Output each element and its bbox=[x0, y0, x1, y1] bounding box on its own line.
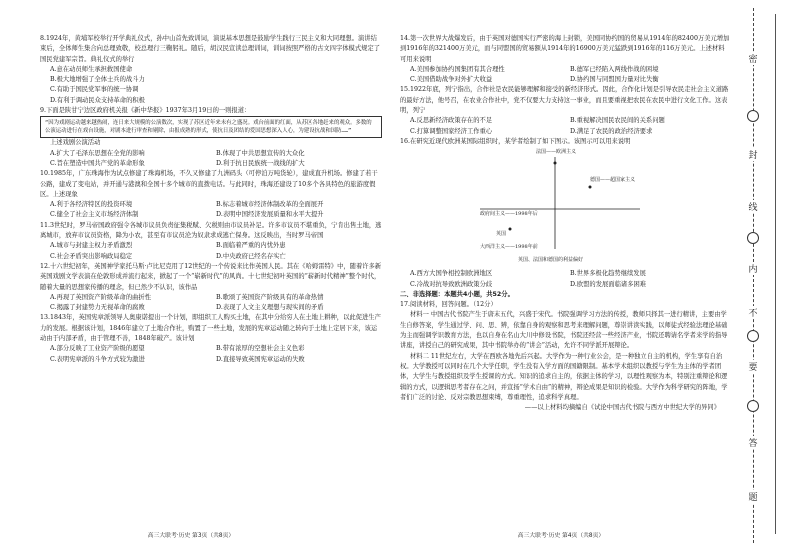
seal-line bbox=[753, 8, 754, 543]
option-a: A.意在动员师生承担救国使命 bbox=[50, 65, 133, 73]
question-stem: 15.1922年底，列宁指出，合作社是农民能够理解和接受的新经济形式。因此，合作化计划是引导农民走社会主义道路的最好方法，他号召，在农业合作社中，党不仅要大力支持这一事业，而且要重视把农民在农民中进行文化工作。这表明，列宁 bbox=[400, 86, 729, 115]
option-d: D.有利于调动民众支持革命的积极 bbox=[50, 96, 145, 104]
option-d: D.利于抗日民族统一战线的扩大 bbox=[216, 159, 305, 167]
option-a: A.再现了英国资产阶级革命的曲折性 bbox=[50, 293, 152, 301]
label-britain: 英国 bbox=[496, 231, 507, 238]
option-d: D.表现了人文主义理想与现实间的矛盾 bbox=[216, 304, 324, 312]
question-17 bbox=[400, 300, 730, 413]
material-1: 材料一 中国古代书院产生于唐末五代，兴盛于宋代。书院强调学习方法的传授，教师只择其一进行精讲，主要由学生自修答案，学生通过学、问、思、辨，依靠自身的观察和思考来理解问题，尊崇讲读实践，以师徒式经验法理论基础为主而强调学识教育方法，也以自身在名山大川中修设书院，书院还经营一些经济产业，书院还聘请名学者来学的指导讲座，讲授自己的研究成果，其中书院举办的“讲会”活动，允许不同学派开展辩论。 bbox=[400, 311, 728, 350]
binding-strip bbox=[735, 0, 794, 551]
option-a: A.利于各经济特区的投资环境 bbox=[50, 201, 133, 209]
preference-diagram bbox=[440, 149, 680, 267]
question-lead: 上述戏剧公演活动 bbox=[50, 139, 101, 147]
question-8 bbox=[40, 34, 382, 106]
option-b: B.标志着城市经济体制改革的全面展开 bbox=[216, 201, 324, 209]
option-d: D.满足了农民的政治经济要求 bbox=[570, 127, 653, 135]
seal-mark: 题 bbox=[745, 490, 761, 503]
option-a: A.美国参加协约国集团有其合理性 bbox=[410, 65, 505, 73]
option-a: A.扩大了毛泽东思想在全党的影响 bbox=[50, 149, 145, 157]
seal-mark: 不 bbox=[745, 306, 761, 319]
section-heading: 二、非选择题：本题共4小题，共52分。 bbox=[400, 290, 514, 298]
option-c: C.打算调整国家经济工作重心 bbox=[410, 127, 493, 135]
seal-mark: 内 bbox=[745, 262, 761, 275]
france-point bbox=[554, 162, 557, 165]
option-d: D.协约国与同盟国力量对比失衡 bbox=[570, 76, 659, 84]
option-c: C.旨在塑造中国共产党的革命形象 bbox=[50, 159, 145, 167]
seal-mark: 答 bbox=[745, 436, 761, 449]
question-10 bbox=[40, 169, 382, 220]
question-stem: 11.3世纪时，罗马帝国政府强令各城市议员负责征集税赋、欠税则由市议员补足。许多市议员不堪重负，宁肯出售土地，逃离城市，放弃市议员资格，降为小农，甚至有市议员沦为奴隶求成逃亡保身。这反映出，当时罗马帝国 bbox=[40, 221, 382, 240]
binding-circle bbox=[747, 330, 759, 342]
option-a: A.部分反映了工业资产阶级的愿望 bbox=[50, 345, 145, 353]
binding-circle bbox=[747, 232, 759, 244]
question-stem: 12.十六世纪初年，英国神学家托马斯·卢比尼克用了12世纪的一个传说来比作英国人民。其在《哈姆雷特》中，随着许多新英国戏剧文学表演在伦敦形成并流行起来，掀起了一个“崭新时代”的风尚。十七世纪初叶英国的“崭新时代精神”整个时代，随着大量的思想家传播的理念，但已然少不认识，该作品 bbox=[40, 262, 382, 291]
option-b: B.带有浓厚的空想社会主义色彩 bbox=[216, 345, 305, 353]
option-b: B.体现了中共思想宣传的大众化 bbox=[216, 149, 305, 157]
diagram-axes bbox=[440, 149, 680, 267]
question-stem: 13.1843年，英国宪章派领导人奥康诺提出一个计划，即组织工人购买土地，在其中分给穷人在土地上耕种，以此促进生产力的发展。根据该计划，1846年建立了土地合作社，购置了一些土地，发展的宪章运动随之转向于土地上定居下来，该运动由于内部矛盾，由于管理不善，1848年破产。该计划 bbox=[40, 314, 381, 343]
option-d: D.直接导致英国宪章运动的失败 bbox=[216, 355, 305, 363]
option-c: C.健全了社会主义市场经济体制 bbox=[50, 211, 139, 219]
option-d: D.欧盟的发展面临诸多困难 bbox=[570, 280, 647, 288]
quote-box: “因为戏剧运动越来越热闹，连日来大规模的公演数次，实现了苏区近年来未有之盛况。戏台前面的红面，从苏区各地赶来的观众。多数的公演运动进行在戏台设施，对剧本进行审查和剔除，由报成熟的形式，使抗日及团结的爱国思想深入人心，为建设抗战和国防……” bbox=[40, 116, 382, 138]
option-c: C.美国借助战争对外扩大收益 bbox=[410, 76, 493, 84]
seal-mark: 要 bbox=[745, 360, 761, 373]
option-c: C.有助于国民党军事的统一协调 bbox=[50, 86, 139, 94]
question-stem: 9.下面是陕甘宁边区政府机关报《新中华报》1937年3月19日的一则报道： bbox=[40, 107, 251, 115]
question-stem: 17.阅读材料，回答问题。（12分） bbox=[400, 301, 497, 309]
option-b: B.德军已经陷入两线作战的困境 bbox=[570, 65, 659, 73]
option-c: C.冷战对抗导致欧洲政策分歧 bbox=[410, 280, 493, 288]
question-11 bbox=[40, 221, 382, 262]
option-b: B.歌颂了英国资产阶级具有的革命热情 bbox=[216, 293, 324, 301]
seal-mark: 密 bbox=[745, 52, 761, 65]
page-footer: 高三大联考·历史 第3页（共8页） bbox=[147, 533, 235, 539]
question-stem: 10.1985年，广东珠海作为试点修建了珠海机场，不久又修建了九洲码头（可停泊万吨货轮），建成直升机场。修建了若干公路，建成了变电站，并开通与港澳和全国十多个城市的直拨电话。与此同时，珠海还建设了10多个各具特色的旅游度假区。上述现象 bbox=[40, 170, 378, 198]
option-c: C.表明宪章派的斗争方式较为激进 bbox=[50, 355, 145, 363]
option-d: D.表明中国经济发展质量和水平大提升 bbox=[216, 211, 324, 219]
left-page bbox=[0, 0, 382, 551]
label-france: 法国——欧洲主义 bbox=[536, 149, 577, 156]
option-d: D.中央政府已经名存实亡 bbox=[216, 252, 286, 260]
binding-circle bbox=[747, 400, 759, 412]
right-page bbox=[392, 0, 730, 551]
seal-mark: 封 bbox=[745, 148, 761, 161]
material-source: ——以上材料均摘编自《试论中国古代书院与西方中世纪大学的异同》 bbox=[524, 404, 720, 412]
binding-circle bbox=[747, 110, 759, 122]
binding-border bbox=[775, 14, 776, 534]
question-stem: 8.1924年，黄埔军校举行开学典礼仪式，孙中山首先致训词，演说基本思想是鼓励学生践行三民主义和大同理想。演讲结束后，全体师生集合向总理致敬，校总理行三鞠躬礼。随后，胡汉民宣读总理训词，训词按照严格的古文四字体模式规定了国民党建军宗旨。典礼仪式的举行 bbox=[40, 35, 381, 63]
question-13 bbox=[40, 313, 382, 364]
material-2: 材料二 11世纪左右，大学在西欧各地先后兴起。大学作为一种行业公会，是一种独立自主的机构，学生享有自治权。大学教授可以同时在几个大学任职，学生没有入学方面的国籍限制。基本学术组织以教授与学生为主体的学者团体，大学生与教授组织及学生授课的方式。知识的追求自主的，依据主体的学习，以理性观察为本，特别注重辩论和逻辑的方式，以逻辑思考者存在之问，并宣扬“学术自由”的精神，辩论成果是知识的检验。大学作为科学研究的阵地，学者们广泛的讨论、反对宗教思想束缚，尊重理性，追求科学真理。 bbox=[400, 352, 728, 401]
question-16 bbox=[400, 137, 730, 290]
label-intergovernmental: 政府间主义——1998年后 bbox=[480, 211, 538, 218]
option-b: B.世界多极化趋势继续发展 bbox=[570, 270, 646, 278]
britain-point bbox=[509, 228, 512, 231]
question-15 bbox=[400, 85, 730, 136]
question-stem: 16.在研究近现代欧洲某国际组织时，某学者绘制了如下图示。该图示可以用来说明 bbox=[400, 137, 631, 145]
question-14 bbox=[400, 34, 730, 85]
right-content bbox=[400, 34, 730, 413]
left-content bbox=[40, 34, 382, 365]
option-b: B.面临着严重的内忧外患 bbox=[216, 242, 286, 250]
label-germany: 德国——超国家主义 bbox=[590, 177, 636, 184]
option-a: A.城市与封建主权力矛盾激烈 bbox=[50, 242, 133, 250]
page-footer: 高三大联考·历史 第4页（共8页） bbox=[517, 533, 605, 539]
question-stem: 14.第一次世界大战爆发后，由于英国对德国实行严密的海上封锁，美国同协约国的贸易从1914年的82400万美元增加到1916年的321400万美元，而与同盟国的贸易额从1914年的16900万美元猛跌到1916年的116万美元。上述材料可用来说明 bbox=[400, 35, 730, 63]
option-c: C.社会矛盾突出影响政局稳定 bbox=[50, 252, 133, 260]
option-a: A.反思新经济政策存在的不足 bbox=[410, 117, 493, 125]
seal-mark: 线 bbox=[745, 200, 761, 213]
option-c: C.揭露了封建势力无视革命的腐败 bbox=[50, 304, 145, 312]
label-atlanticism: 大西洋主义——1998年前 bbox=[480, 244, 538, 251]
option-a: A.西方大国争相控制欧洲地区 bbox=[410, 270, 493, 278]
option-b: B.极大地增强了全体士兵的战斗力 bbox=[50, 76, 145, 84]
question-12 bbox=[40, 262, 382, 313]
diagram-caption: 英国、法国和德国的利益偏好 bbox=[518, 257, 584, 264]
question-9 bbox=[40, 106, 382, 169]
germany-point bbox=[589, 186, 592, 189]
option-b: B.重视解决国民农民间的关系问题 bbox=[570, 117, 665, 125]
